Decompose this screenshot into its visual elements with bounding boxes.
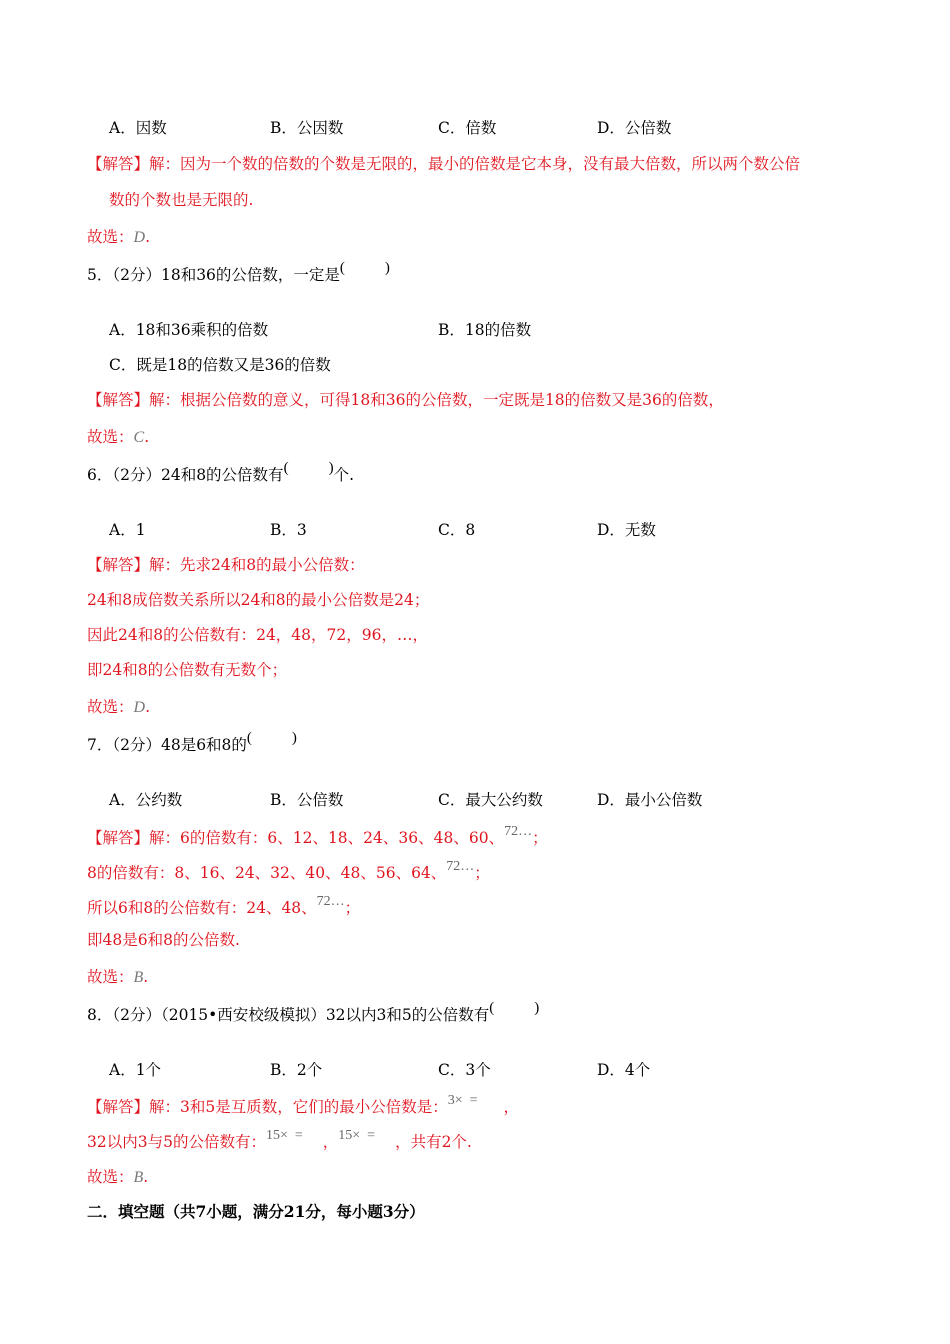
q7-option-d: D．最小公倍数 <box>597 791 703 809</box>
q5-answer-line-1: 【解答】解：根据公倍数的意义，可得18和36的公倍数，一定既是18的倍数又是36的倍数， <box>87 391 724 409</box>
q6-answer-line-3: 因此24和8的公倍数有：24，48，72，96，…， <box>87 626 428 644</box>
q8-answer-line-1-text: 【解答】解：3和5是互质数，它们的最小公倍数是： <box>87 1098 448 1116</box>
q8-option-d: D．4个 <box>597 1061 651 1079</box>
choose-value: D <box>133 229 146 246</box>
q7-answer-line-1-end: ； <box>532 829 548 847</box>
q7-stem-text: 7．（2分）48是6和8的 <box>87 736 247 754</box>
choose-end: . <box>143 968 149 986</box>
q7-answer-line-1-text: 【解答】解：6的倍数有：6、12、18、24、36、48、60、 <box>87 829 505 847</box>
q7-answer-line-3-sup: 72… <box>316 894 345 909</box>
choose-value: D <box>133 699 146 716</box>
q7-paren-open: ( <box>246 730 252 746</box>
section-2-title: 二．填空题（共7小题，满分21分，每小题3分） <box>87 1202 425 1221</box>
choose-value: B <box>133 969 144 986</box>
choose-label: 故选： <box>87 1168 134 1186</box>
q8-answer-line-1-sup: 3× = <box>447 1093 478 1108</box>
q5-choose <box>87 427 149 448</box>
choose-value: B <box>133 1169 144 1186</box>
q8-answer-line-2-end: ，共有2个. <box>395 1133 472 1151</box>
q6-stem <box>87 460 354 486</box>
q4-option-d: D．公倍数 <box>597 119 672 137</box>
q7-stem <box>87 730 297 756</box>
q5-option-a: A．18和36乘积的倍数 <box>109 321 269 339</box>
q8-stem-text: 8．（2分）（2015•西安校级模拟）32以内3和5的公倍数有 <box>87 1006 490 1024</box>
choose-label: 故选： <box>87 428 134 446</box>
q8-choose <box>87 1167 148 1188</box>
q6-option-a: A．1 <box>109 521 146 539</box>
q6-paren-close: ) <box>328 460 334 476</box>
q7-answer-line-2 <box>87 859 490 885</box>
q7-answer-line-1 <box>87 824 548 850</box>
q8-answer-line-1-end: ， <box>503 1098 520 1116</box>
choose-label: 故选： <box>87 228 134 246</box>
q8-stem <box>87 1000 540 1026</box>
q5-paren-close: ) <box>384 260 390 276</box>
q8-option-b: B．2个 <box>270 1061 323 1079</box>
q8-answer-line-2 <box>87 1128 472 1154</box>
choose-value: C <box>133 429 145 446</box>
q7-answer-line-3-end: ； <box>344 899 361 917</box>
q5-option-b: B．18的倍数 <box>438 321 532 339</box>
q4-choose <box>87 227 150 248</box>
choose-end: . <box>145 698 151 716</box>
q4-option-b: B．公因数 <box>270 119 344 137</box>
q6-stem-text: 6．（2分）24和8的公倍数有 <box>87 466 284 484</box>
q8-answer-line-2-text: 32以内3与5的公倍数有： <box>87 1133 266 1151</box>
q7-option-a: A．公约数 <box>109 791 183 809</box>
q7-choose <box>87 967 148 988</box>
q8-option-c: C．3个 <box>438 1061 491 1079</box>
choose-label: 故选： <box>87 698 134 716</box>
q7-answer-line-4: 即48是6和8的公倍数. <box>87 931 240 949</box>
q7-answer-line-1-sup: 72… <box>504 824 533 839</box>
q8-answer-line-1 <box>87 1093 520 1119</box>
q5-paren-open: ( <box>339 260 345 276</box>
q7-answer-line-2-text: 8的倍数有：8、16、24、32、40、48、56、64、 <box>87 864 447 882</box>
q7-paren-close: ) <box>291 730 297 746</box>
q7-option-c: C．最大公约数 <box>438 791 543 809</box>
q5-stem <box>87 260 390 286</box>
q6-answer-line-4: 即24和8的公倍数有无数个； <box>87 661 288 679</box>
q8-option-a: A．1个 <box>109 1061 162 1079</box>
q6-option-b: B．3 <box>270 521 307 539</box>
q7-answer-line-2-sup: 72… <box>446 859 475 874</box>
q6-choose <box>87 697 150 718</box>
q8-answer-line-2-mid: ， <box>322 1133 339 1151</box>
q6-answer-line-2: 24和8成倍数关系所以24和8的最小公倍数是24； <box>87 591 430 609</box>
q7-option-b: B．公倍数 <box>270 791 344 809</box>
q8-answer-line-2-sup-b: 15× = <box>338 1128 376 1143</box>
q4-option-a: A．因数 <box>109 119 167 137</box>
q6-option-c: C．8 <box>438 521 476 539</box>
q7-answer-line-3 <box>87 894 361 920</box>
q8-paren-close: ) <box>534 1000 540 1016</box>
q4-answer-line-2: 数的个数也是无限的. <box>109 191 254 209</box>
q7-answer-line-2-end: ； <box>474 864 490 882</box>
choose-end: . <box>145 228 151 246</box>
choose-end: . <box>144 428 150 446</box>
q6-stem-end: 个. <box>333 466 354 484</box>
q5-option-c: C．既是18的倍数又是36的倍数 <box>109 356 331 374</box>
choose-end: . <box>143 1168 149 1186</box>
q6-option-d: D．无数 <box>597 521 656 539</box>
choose-label: 故选： <box>87 968 134 986</box>
q6-answer-line-1: 【解答】解：先求24和8的最小公倍数： <box>87 556 365 574</box>
q7-answer-line-3-text: 所以6和8的公倍数有：24、48、 <box>87 899 317 917</box>
q4-answer-line-1: 【解答】解：因为一个数的倍数的个数是无限的，最小的倍数是它本身，没有最大倍数，所以两个数公倍 <box>87 155 801 173</box>
q4-option-c: C．倍数 <box>438 119 497 137</box>
q8-answer-line-2-sup-a: 15× = <box>265 1128 303 1143</box>
q8-paren-open: ( <box>489 1000 495 1016</box>
q5-stem-text: 5．（2分）18和36的公倍数，一定是 <box>87 266 340 284</box>
q6-paren-open: ( <box>283 460 289 476</box>
